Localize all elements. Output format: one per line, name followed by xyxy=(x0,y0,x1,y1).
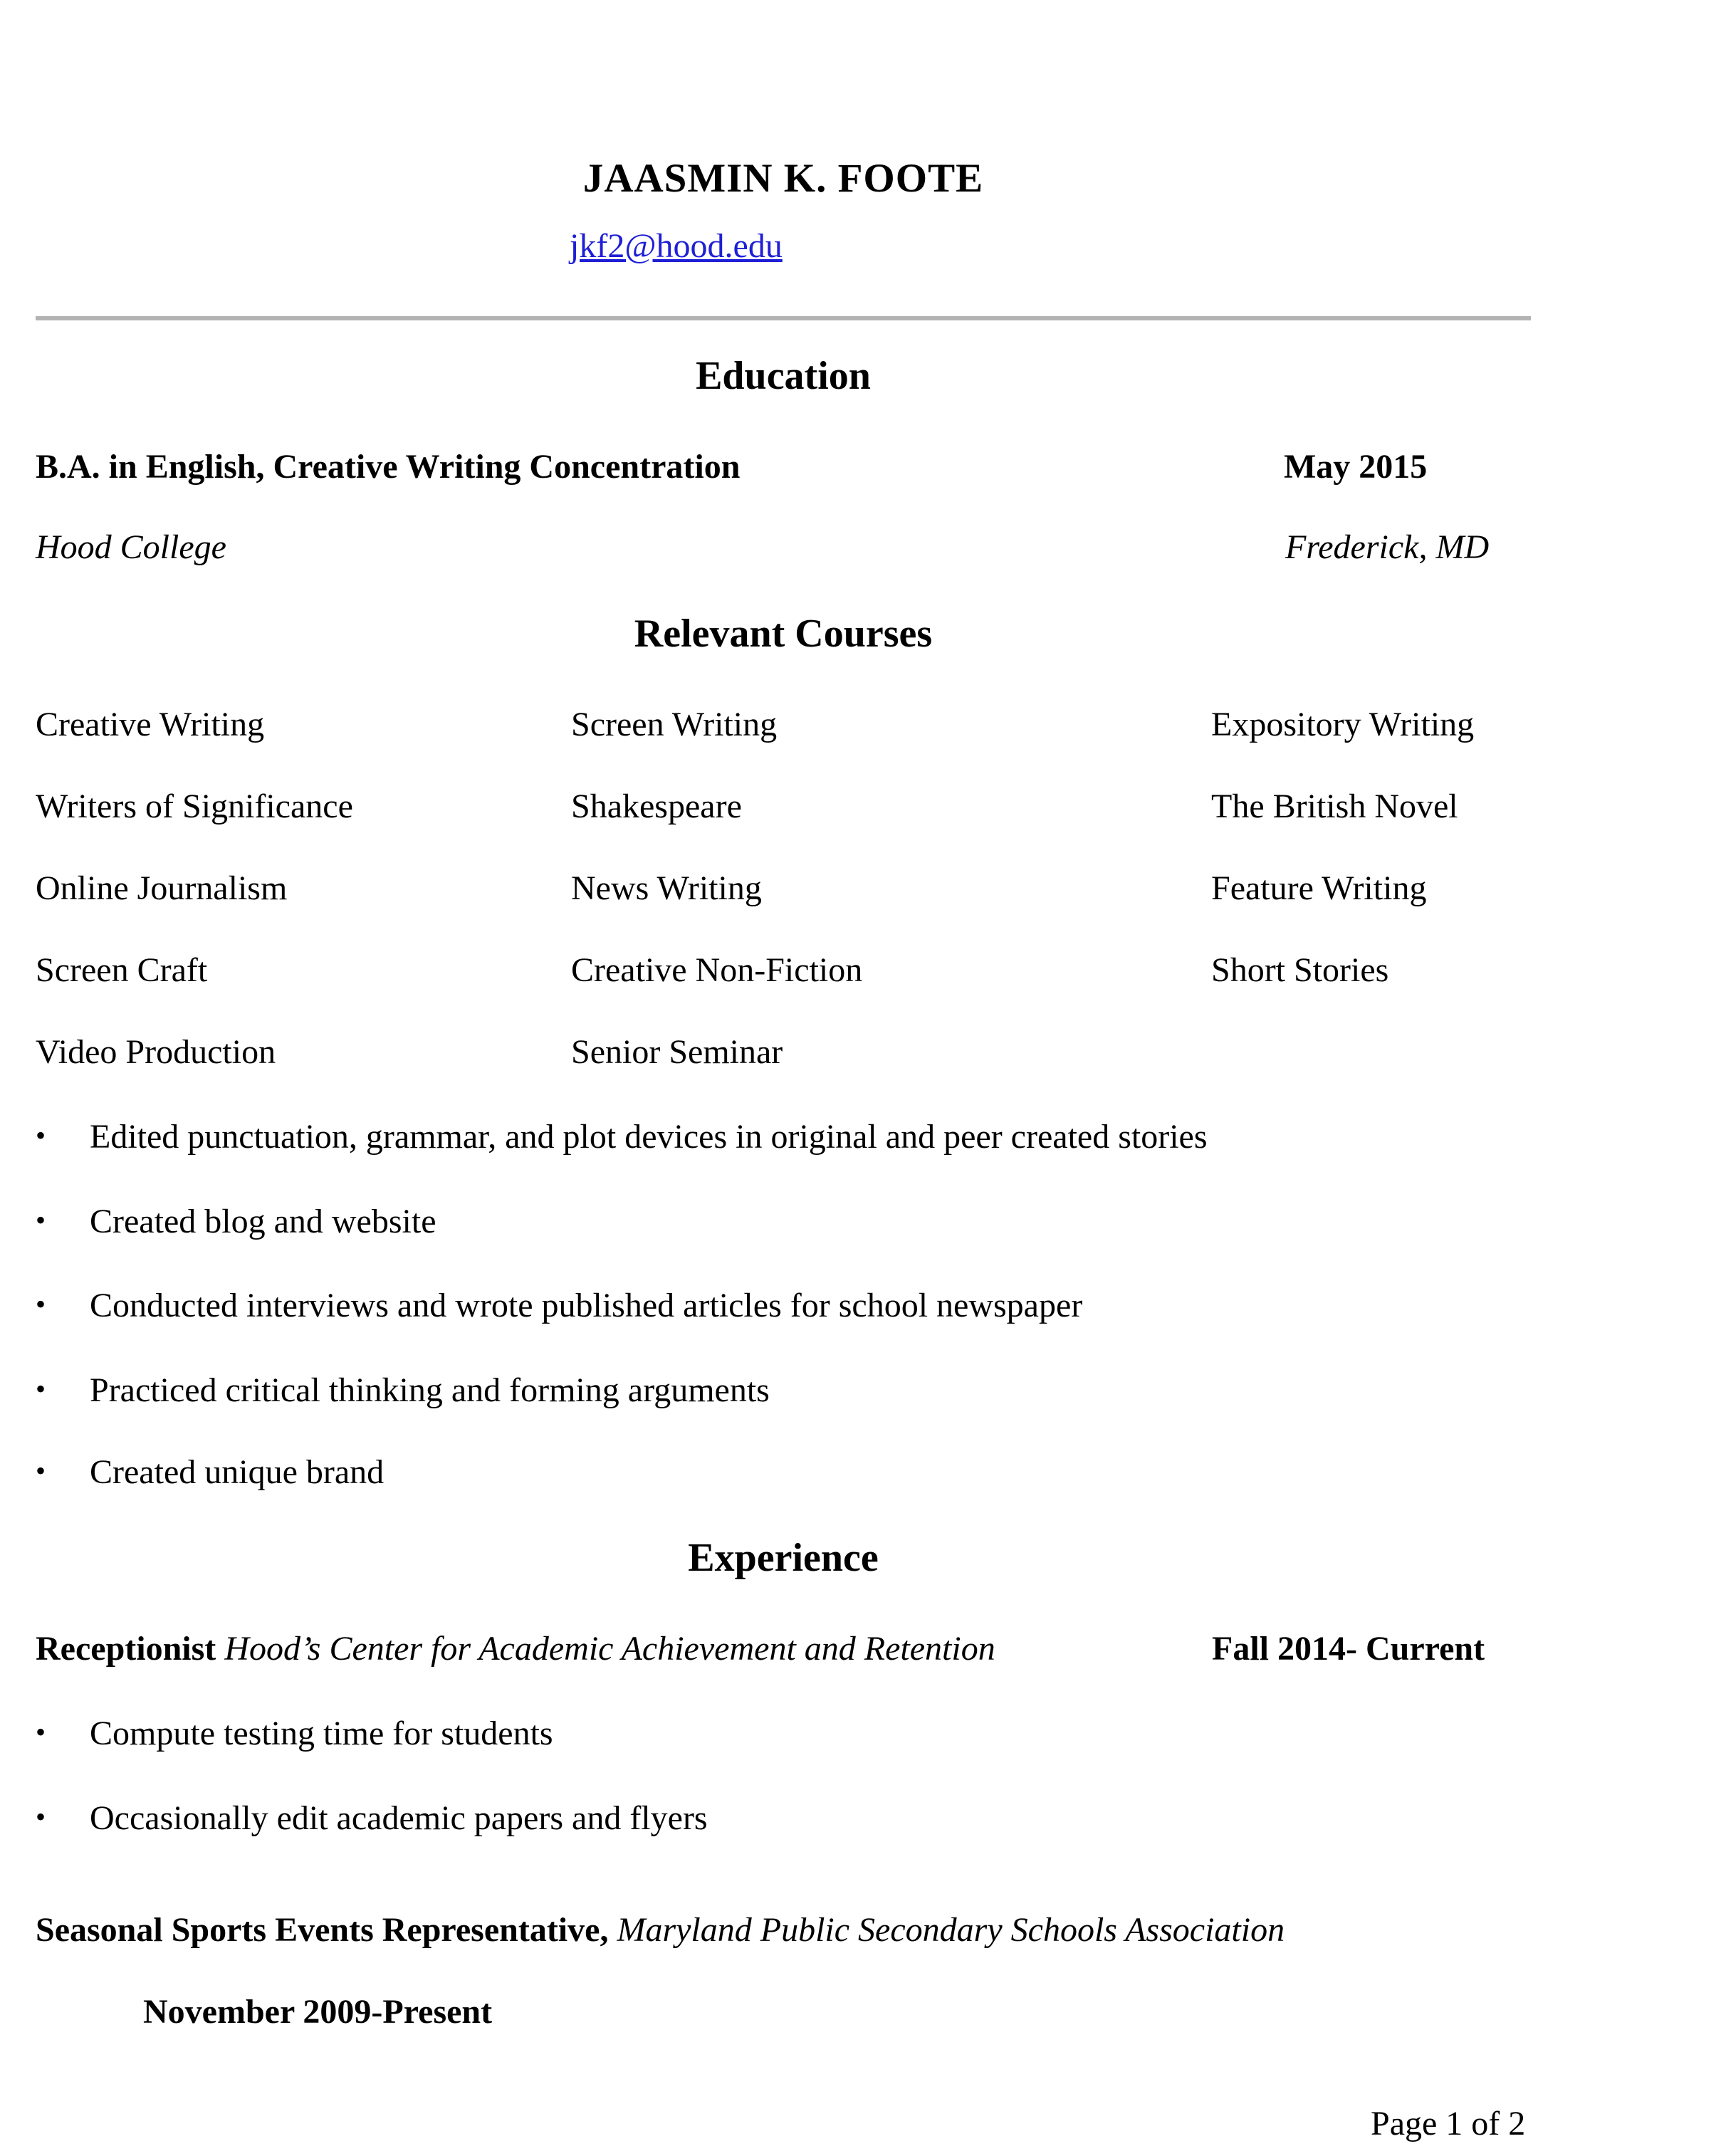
course-bullet-item xyxy=(36,1202,436,1241)
bullet-text: Compute testing time for students xyxy=(90,1715,553,1752)
course-bullet-item xyxy=(36,1453,384,1492)
bullet-icon: • xyxy=(36,1801,46,1833)
course-item: Expository Writing xyxy=(1211,706,1475,743)
course-item: Screen Craft xyxy=(36,951,208,989)
experience-heading: Experience xyxy=(688,1536,879,1580)
courses-heading: Relevant Courses xyxy=(634,612,933,656)
bullet-icon: • xyxy=(36,1204,46,1236)
course-item: Video Production xyxy=(36,1033,276,1071)
bullet-text: Occasionally edit academic papers and flyers xyxy=(90,1799,708,1837)
course-item: Online Journalism xyxy=(36,869,288,907)
degree-title: B.A. in English, Creative Writing Concentration xyxy=(36,448,741,486)
course-item: Creative Non-Fiction xyxy=(571,951,863,989)
bullet-text: Edited punctuation, grammar, and plot devices in original and peer created stories xyxy=(90,1118,1208,1156)
bullet-icon: • xyxy=(36,1288,46,1320)
course-bullet-item xyxy=(36,1371,770,1410)
email-link[interactable]: jkf2@hood.edu xyxy=(570,227,783,265)
job-organization: Maryland Public Secondary Schools Association xyxy=(617,1911,1285,1949)
bullet-icon: • xyxy=(36,1119,46,1151)
job-bullet-item xyxy=(36,1799,708,1838)
course-item: Short Stories xyxy=(1211,951,1389,989)
job-dates: November 2009-Present xyxy=(143,1993,493,2031)
bullet-text: Created blog and website xyxy=(90,1203,436,1240)
bullet-text: Created unique brand xyxy=(90,1453,385,1491)
course-item: Shakespeare xyxy=(571,787,742,825)
candidate-name: JAASMIN K. FOOTE xyxy=(582,156,984,201)
header-divider xyxy=(36,316,1531,320)
school-location: Frederick, MD xyxy=(1285,528,1490,566)
degree-date: May 2015 xyxy=(1284,448,1428,486)
job-bullet-item xyxy=(36,1714,553,1753)
bullet-text: Practiced critical thinking and forming arguments xyxy=(90,1371,770,1409)
course-item: Screen Writing xyxy=(571,706,778,743)
job-line xyxy=(36,1910,1285,1950)
education-heading: Education xyxy=(696,354,871,398)
course-bullet-item xyxy=(36,1286,1082,1325)
course-item: Feature Writing xyxy=(1211,869,1427,907)
course-item: Creative Writing xyxy=(36,706,265,743)
job-organization: Hood’s Center for Academic Achievement and Retention xyxy=(224,1630,995,1668)
job-title: Receptionist xyxy=(36,1630,216,1668)
bullet-text: Conducted interviews and wrote published articles for school newspaper xyxy=(90,1287,1083,1324)
bullet-icon: • xyxy=(36,1373,46,1405)
bullet-icon: • xyxy=(36,1716,46,1748)
course-bullet-item xyxy=(36,1117,1208,1156)
course-item: The British Novel xyxy=(1211,787,1458,825)
job-line xyxy=(36,1629,995,1668)
bullet-icon: • xyxy=(36,1455,46,1487)
page-number: Page 1 of 2 xyxy=(1371,2105,1526,2142)
job-title: Seasonal Sports Events Representative, xyxy=(36,1911,609,1949)
school-name: Hood College xyxy=(36,528,226,566)
job-dates: Fall 2014- Current xyxy=(1212,1630,1485,1668)
course-item: News Writing xyxy=(571,869,762,907)
course-item: Senior Seminar xyxy=(571,1033,783,1071)
course-item: Writers of Significance xyxy=(36,787,353,825)
